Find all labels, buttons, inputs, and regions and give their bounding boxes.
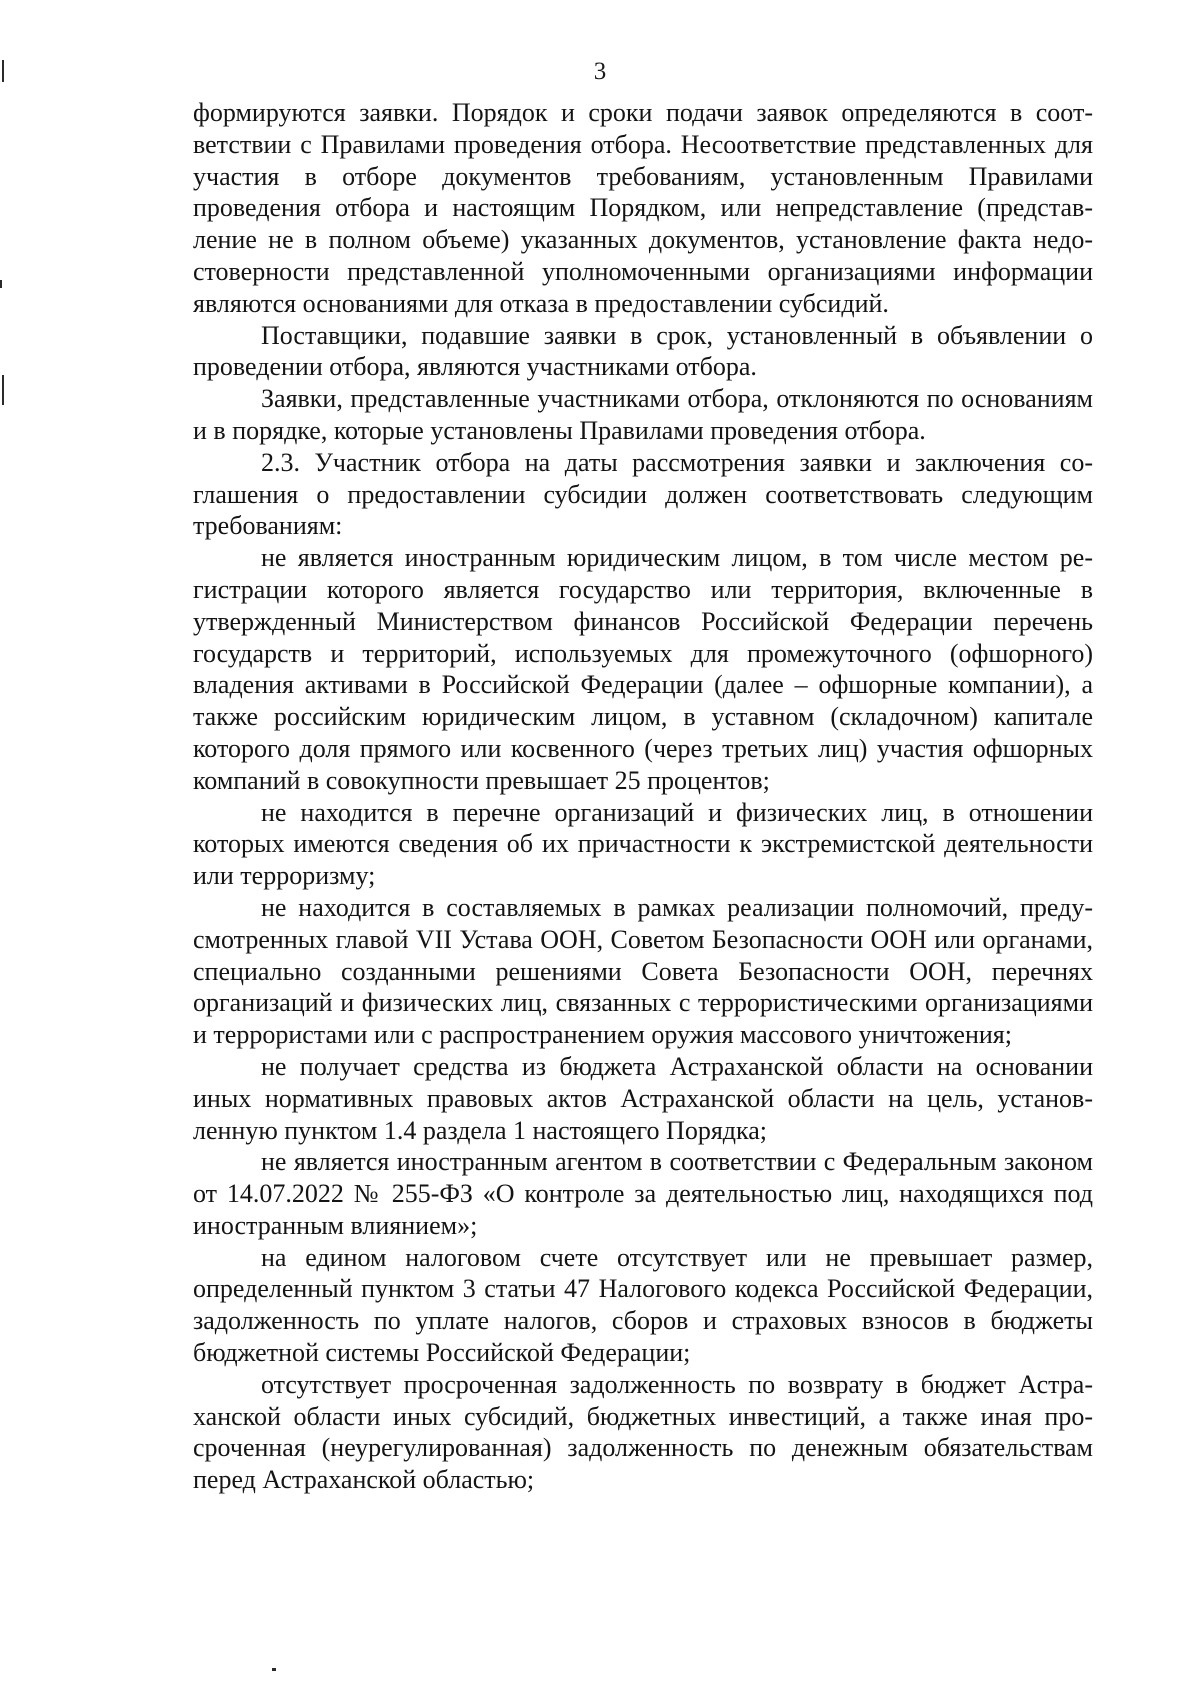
requirement-item: не получает средства из бюджета Астраханской области на основании иных нормативных правовых актов Астраханской области на цель, установленную пунктом 1.4 раздела 1 настоящего Порядка; <box>193 1051 1093 1145</box>
requirement-item: не является иностранным агентом в соответствии с Федеральным законом от 14.07.2022 № 255-ФЗ «О контроле за деятельностью лиц, находящихся под иностранным влиянием»; <box>193 1147 1093 1240</box>
requirement-item: не является иностранным юридическим лицом, в том числе местом регистрации которого является государство или территория, включенные в утвержденный Министерством финансов Российской Федерации перечень государств и территорий, используемых для промежуточного (офшорного) владения активами в Российской Федерации (далее – офшорные компании), а также российским юридическим лицом, в уставном (складочном) капитале которого доля прямого или косвенного (через третьих лиц) участия офшорных компаний в совокупности превышает 25 процентов; <box>193 543 1093 795</box>
paragraph-continuation: формируются заявки. Порядок и сроки подачи заявок определяются в соответствии с Правилами проведения отбора. Несоответствие представленных для участия в отборе документов требованиям, установленным Правилами проведения отбора и настоящим Порядком, или непредставление (представление не в полном объеме) указанных документов, установление факта недостоверности представленной уполномоченными организациями информации являются основаниями для отказа в предоставлении субсидий. <box>193 98 1093 318</box>
paragraph-section-2-3: 2.3. Участник отбора на даты рассмотрения заявки и заключения соглашения о предоставлении субсидии должен соответствовать следующим требованиям: <box>193 447 1093 541</box>
paragraph: Поставщики, подавшие заявки в срок, установленный в объявлении о проведении отбора, являются участниками отбора. <box>193 320 1093 382</box>
scan-artifact <box>2 375 4 405</box>
page-number: 3 <box>593 58 607 85</box>
scan-artifact <box>0 280 2 288</box>
requirement-item: отсутствует просроченная задолженность по возврату в бюджет Астраханской области иных субсидий, бюджетных инвестиций, а также иная просроченная (неурегулированная) задолженность по денежным обязательствам перед Астраханской областью; <box>193 1369 1093 1495</box>
document-body <box>193 97 1093 1496</box>
requirement-item: не находится в составляемых в рамках реализации полномочий, предусмотренных главой VII Устава ООН, Советом Безопасности ООН или органами, специально созданными решениями Совета Безопасности ООН, перечнях организаций и физических лиц, связанных с террористическими организациями и террористами или с распространением оружия массового уничтожения; <box>193 892 1093 1050</box>
paragraph: Заявки, представленные участниками отбора, отклоняются по основаниям и в порядке, которые установлены Правилами проведения отбора. <box>193 384 1093 445</box>
requirement-item: на едином налоговом счете отсутствует или не превышает размер, определенный пунктом 3 статьи 47 Налогового кодекса Российской Федерации, задолженность по уплате налогов, сборов и страховых взносов в бюджеты бюджетной системы Российской Федерации; <box>193 1242 1093 1368</box>
requirement-item: не находится в перечне организаций и физических лиц, в отношении которых имеются сведения об их причастности к экстремистской деятельности или терроризму; <box>193 797 1093 891</box>
scan-artifact <box>272 1668 276 1671</box>
